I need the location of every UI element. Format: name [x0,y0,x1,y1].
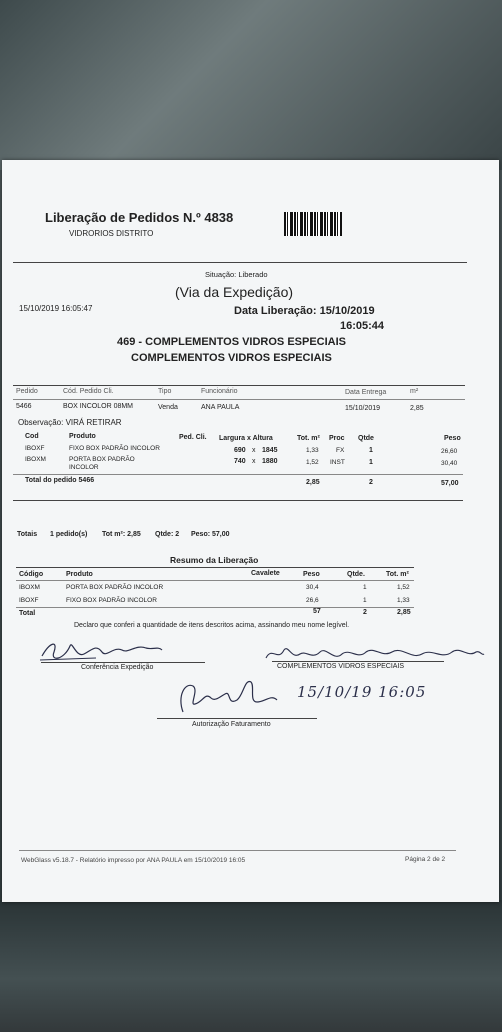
item-col-cod: Cod [25,433,39,440]
pedido-cod-cli: BOX INCOLOR 08MM [63,403,134,410]
footer-page: Página 2 de 2 [405,856,446,863]
divider [16,580,414,581]
resumo-row-produto: PORTA BOX PADRÃO INCOLOR [66,584,164,591]
item-row-cod: IBOXF [25,445,45,452]
via-expedicao: (Via da Expedição) [175,284,294,300]
cliente-line2: COMPLEMENTOS VIDROS ESPECIAIS [131,352,332,364]
item-row-peso: 26,60 [441,448,458,455]
resumo-title: Resumo da Liberação [170,555,259,565]
resumo-col-codigo: Código [19,571,44,578]
col-data-entrega: Data Entrega [345,389,387,396]
divider [13,385,465,386]
resumo-row-qtde: 1 [363,597,367,604]
item-row-x: x [252,458,256,465]
handwritten-date: 15/10/19 16:05 [297,683,427,701]
signature-line [157,718,317,719]
divider [16,567,414,568]
hora-liberacao: 16:05:44 [340,320,385,332]
signature-line [41,662,205,663]
signature-autorizacao [165,672,285,720]
pedido-numero: 5466 [16,403,32,410]
document-title: Liberação de Pedidos N.º 4838 [45,210,234,225]
item-row-altura: 1845 [262,447,278,454]
divider [13,262,467,263]
totais-m2: Tot m²: 2,85 [102,531,141,538]
item-row-cod: IBOXM [25,456,46,463]
footer-left: WebGlass v5.18.7 - Relatório impresso por ANA PAULA em 15/10/2019 16:05 [21,857,246,864]
pedido-tipo: Venda [158,404,178,411]
totais-pedidos: 1 pedido(s) [50,531,88,538]
printed-at: 15/10/2019 16:05:47 [19,304,93,313]
item-col-produto: Produto [69,433,96,440]
resumo-col-produto: Produto [66,571,93,578]
item-row-tot-m2: 1,52 [306,459,319,466]
resumo-row-qtde: 1 [363,584,367,591]
cliente-signature-label: COMPLEMENTOS VIDROS ESPECIAIS [277,663,405,670]
col-m2: m² [410,388,419,395]
divider [13,500,463,501]
item-row-proc: INST [330,459,345,466]
total-pedido-qtde: 2 [369,479,373,486]
item-row-qtde: 1 [369,459,373,466]
photo-background-bottom [0,900,502,1032]
item-col-medidas: Largura x Altura [219,435,273,442]
pedido-funcionario: ANA PAULA [201,404,240,411]
resumo-row-codigo: IBOXM [19,584,40,591]
situacao-text: Situação: Liberado [205,270,268,279]
pedido-m2: 2,85 [410,405,424,412]
totais-label: Totais [17,531,38,538]
col-pedido: Pedido [16,388,38,395]
item-row-tot-m2: 1,33 [306,447,319,454]
total-pedido-label: Total do pedido 5466 [25,477,95,484]
divider [13,399,465,400]
data-liberacao: Data Liberação: 15/10/2019 [234,305,375,317]
resumo-row-peso: 26,6 [306,597,319,604]
resumo-total-label: Total [19,610,36,617]
item-col-qtde: Qtde [358,435,374,442]
cliente-line1: 469 - COMPLEMENTOS VIDROS ESPECIAIS [117,336,347,348]
resumo-row-tot-m2: 1,33 [397,597,410,604]
item-row-produto-cont: INCOLOR [69,464,99,471]
resumo-col-tot-m2: Tot. m² [386,571,409,578]
totais-peso: Peso: 57,00 [191,531,230,538]
item-col-proc: Proc [329,435,345,442]
resumo-col-qtde: Qtde. [347,571,365,578]
resumo-total-peso: 57 [313,608,321,615]
resumo-row-produto: FIXO BOX PADRÃO INCOLOR [66,597,157,604]
col-cod-pedido: Cód. Pedido Cli. [63,388,114,395]
divider [16,607,414,608]
item-row-x: x [252,447,256,454]
item-row-altura: 1880 [262,458,278,465]
resumo-col-cavalete: Cavalete [251,570,280,577]
declaracao-text: Declaro que conferi a quantidade de itens descritos acima, assinando meu nome legível. [74,622,350,629]
resumo-total-m2: 2,85 [397,609,411,616]
item-row-largura: 740 [234,458,246,465]
totais-qtde: Qtde: 2 [155,531,180,538]
photo-background-top [0,0,502,170]
total-pedido-peso: 57,00 [441,480,459,487]
observacao: Observação: VIRÁ RETIRAR [18,418,122,427]
item-row-peso: 30,40 [441,460,458,467]
col-tipo: Tipo [158,388,172,395]
item-row-produto: PORTA BOX PADRÃO [69,456,135,463]
item-col-peso: Peso [444,435,461,442]
item-row-proc: FX [336,447,345,454]
resumo-row-tot-m2: 1,52 [397,584,410,591]
resumo-row-codigo: IBOXF [19,597,39,604]
item-col-tot-m2: Tot. m² [297,435,320,442]
item-col-ped-cli: Ped. Cli. [179,434,207,441]
resumo-row-peso: 30,4 [306,584,319,591]
pedido-data-entrega: 15/10/2019 [345,405,381,412]
item-row-qtde: 1 [369,447,373,454]
signature-line [272,661,444,662]
barcode [284,212,342,236]
divider [13,474,463,475]
company-name: VIDRORIOS DISTRITO [69,229,154,238]
resumo-col-peso: Peso [303,571,320,578]
autorizacao-label: Autorização Faturamento [192,721,271,728]
item-row-produto: FIXO BOX PADRÃO INCOLOR [69,445,160,452]
item-row-largura: 690 [234,447,246,454]
resumo-total-qtde: 2 [363,609,367,616]
conferencia-label: Conferência Expedição [81,664,154,671]
total-pedido-m2: 2,85 [306,479,320,486]
divider [19,850,456,851]
col-funcionario: Funcionário [201,388,238,395]
